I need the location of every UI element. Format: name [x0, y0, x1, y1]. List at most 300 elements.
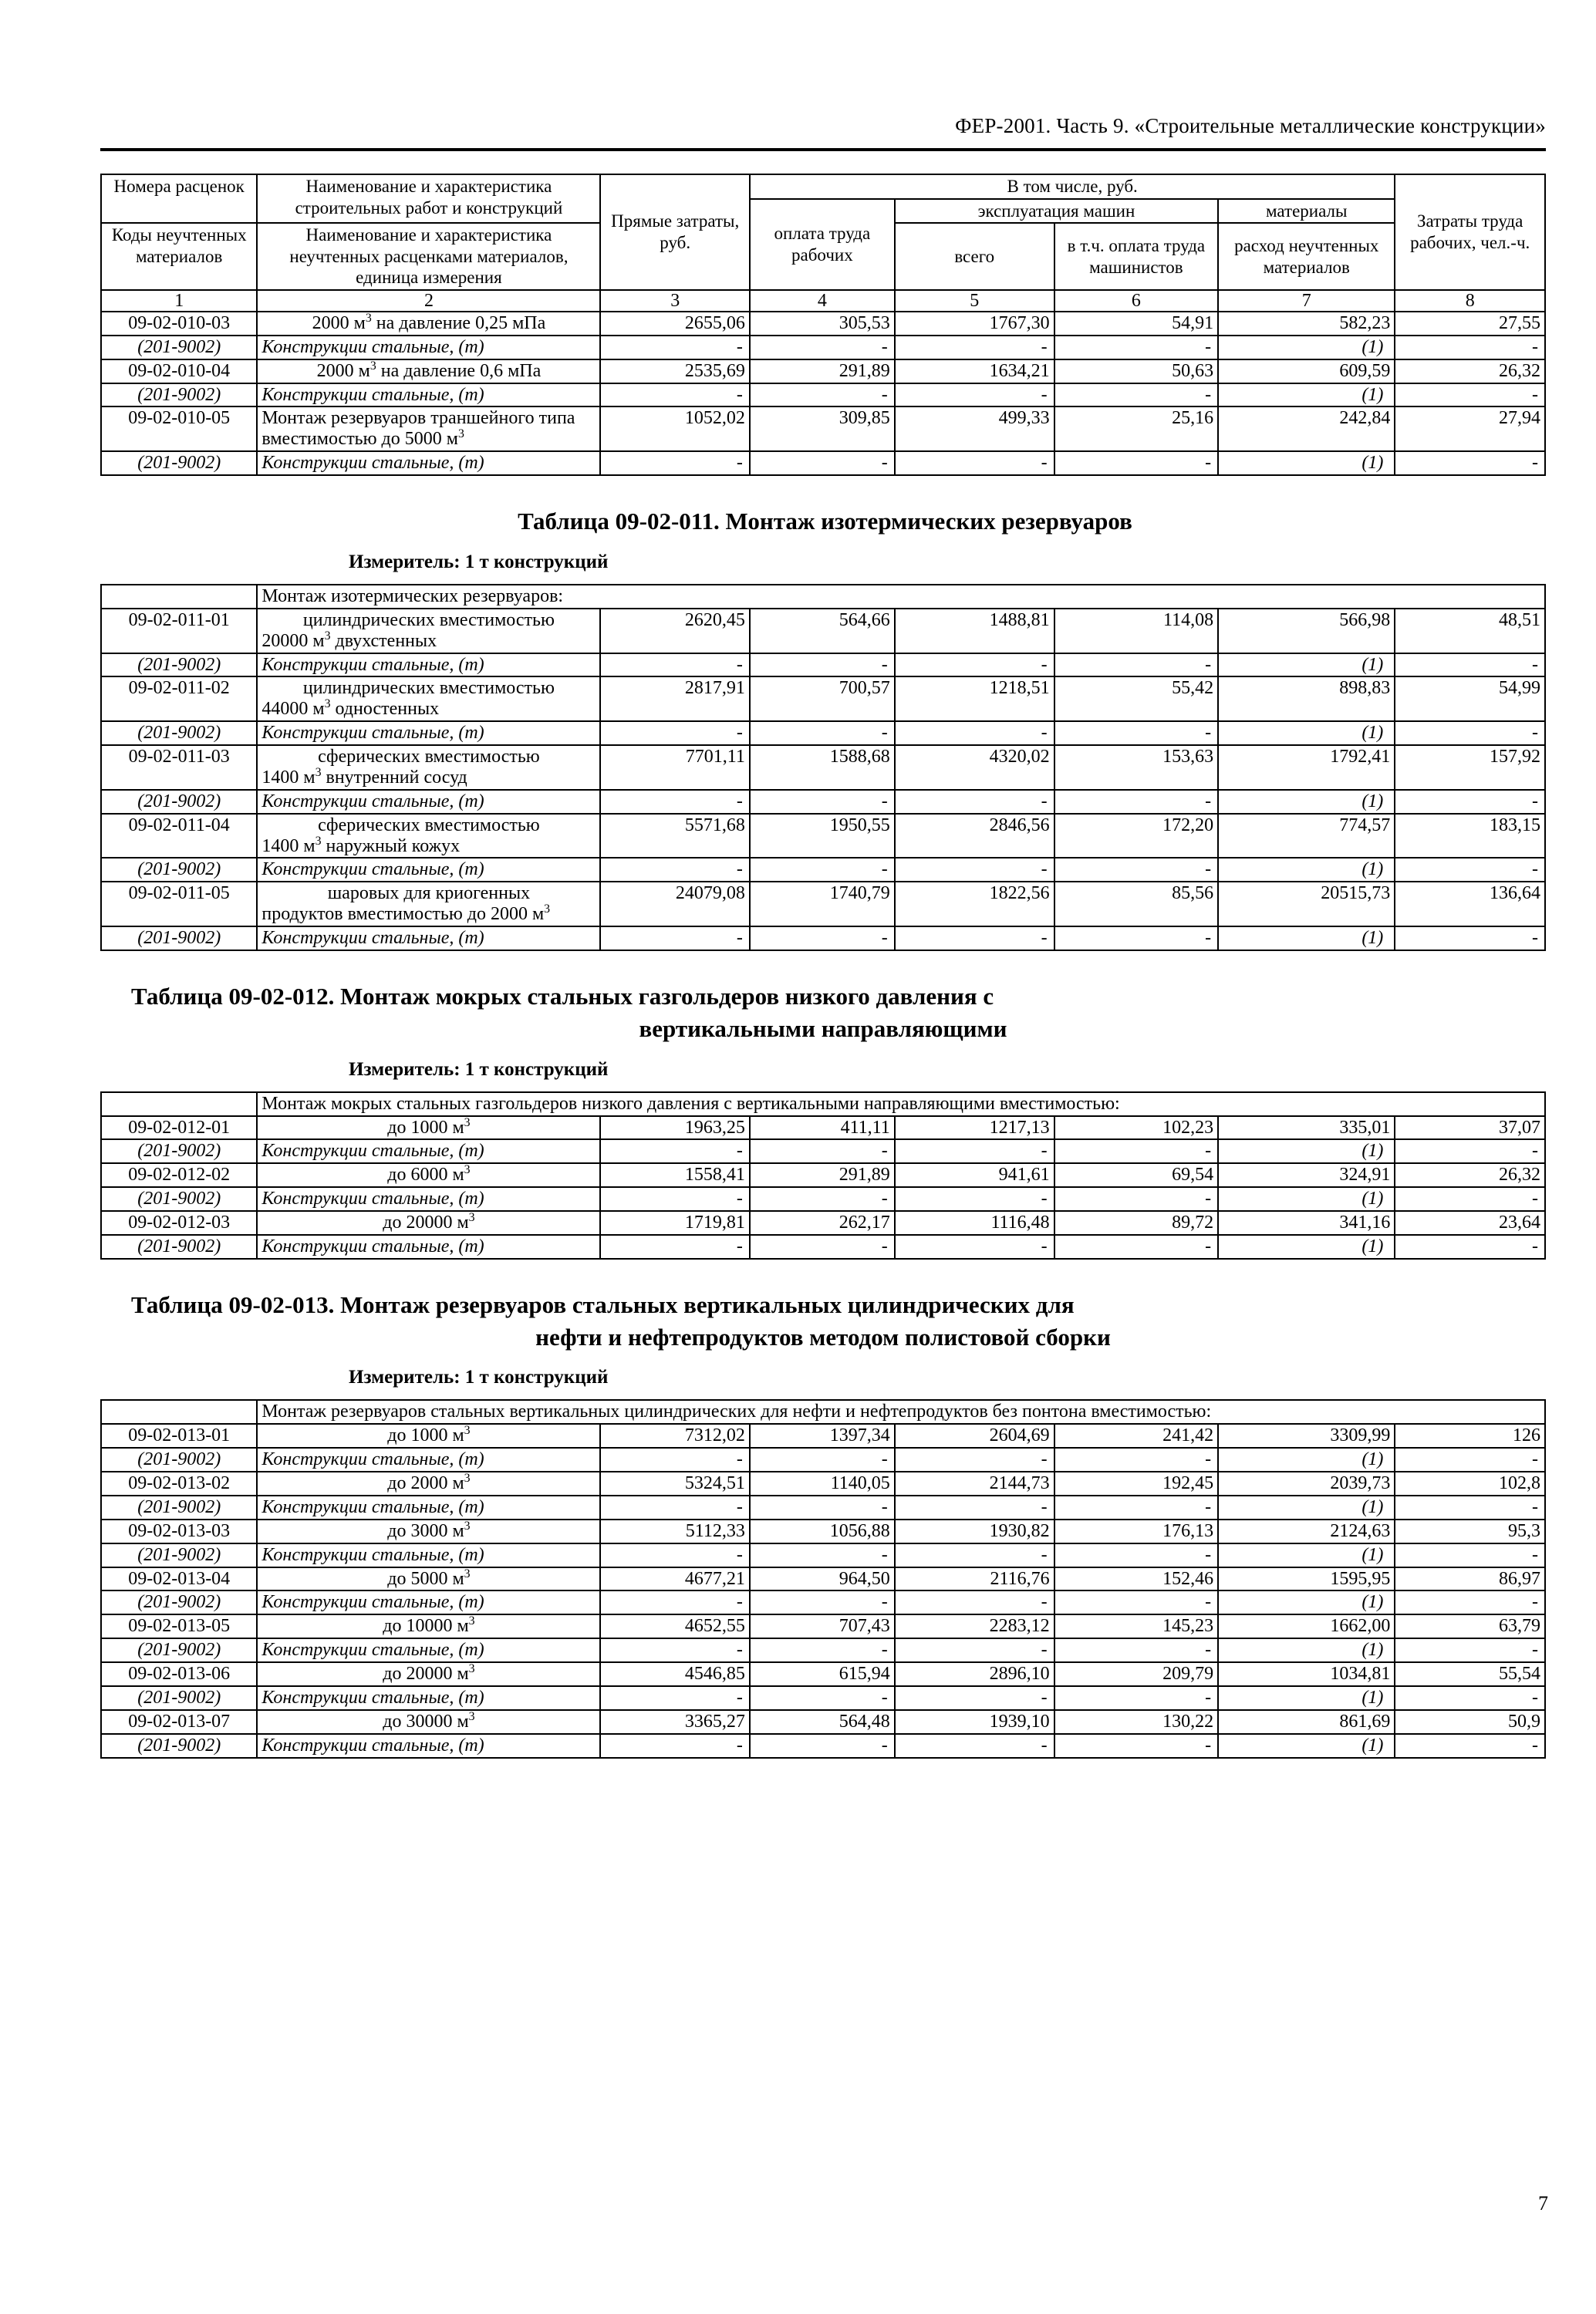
- table-012-title-line2: вертикальными направляющими: [639, 1014, 1007, 1042]
- cell-value: -: [1395, 1543, 1545, 1567]
- cell-value: -: [1054, 1448, 1218, 1472]
- material-name: Конструкции стальные, (т): [257, 1590, 600, 1614]
- cell-value: 262,17: [750, 1211, 895, 1235]
- work-description: до 1000 $м^3$: [257, 1424, 600, 1448]
- cell-value: -: [1054, 1139, 1218, 1163]
- cell-value: (1): [1218, 451, 1395, 475]
- rate-code: 09-02-011-03: [101, 745, 257, 790]
- cell-value: 1767,30: [895, 312, 1054, 336]
- rate-code: 09-02-013-05: [101, 1614, 257, 1638]
- cell-value: (1): [1218, 1590, 1395, 1614]
- cell-value: 102,23: [1054, 1116, 1218, 1140]
- cell-value: 241,42: [1054, 1424, 1218, 1448]
- cell-value: 2116,76: [895, 1567, 1054, 1591]
- cell-value: 3309,99: [1218, 1424, 1395, 1448]
- cell-value: 2144,73: [895, 1472, 1054, 1496]
- material-name: Конструкции стальные, (т): [257, 1139, 600, 1163]
- material-name: Конструкции стальные, (т): [257, 1448, 600, 1472]
- cell-value: 1397,34: [750, 1424, 895, 1448]
- cell-value: -: [600, 1235, 749, 1259]
- cell-value: 2535,69: [600, 359, 749, 383]
- table-013-izmeritel: Измеритель: 1 т конструкций: [349, 1367, 609, 1388]
- cell-value: 126: [1395, 1424, 1545, 1448]
- work-description: до 20000 $м^3$: [257, 1662, 600, 1686]
- cell-value: 1740,79: [750, 882, 895, 926]
- cell-value: (1): [1218, 1448, 1395, 1472]
- work-description: до 30000 $м^3$: [257, 1710, 600, 1734]
- cell-value: 564,66: [750, 609, 895, 653]
- cell-value: -: [750, 1139, 895, 1163]
- table-row: [101, 814, 1545, 858]
- cell-value: -: [895, 1686, 1054, 1710]
- cell-value: 176,13: [1054, 1520, 1218, 1543]
- rate-code: 09-02-012-02: [101, 1163, 257, 1187]
- cell-value: -: [1054, 1590, 1218, 1614]
- rate-code: 09-02-013-04: [101, 1567, 257, 1591]
- header-col1-top: Номера расценок: [101, 174, 257, 223]
- table-row: [101, 1614, 1545, 1638]
- cell-value: 37,07: [1395, 1116, 1545, 1140]
- work-description: сферических вместимостью 1400 $м^3$ внутренний сосуд: [257, 745, 600, 790]
- header-number-row: [101, 290, 1545, 312]
- cell-value: 335,01: [1218, 1116, 1395, 1140]
- material-row: [101, 1734, 1545, 1758]
- cell-value: -: [895, 653, 1054, 677]
- cell-value: 54,91: [1054, 312, 1218, 336]
- cell-value: (1): [1218, 383, 1395, 407]
- rate-code: 09-02-011-05: [101, 882, 257, 926]
- cell-value: 341,16: [1218, 1211, 1395, 1235]
- cell-value: -: [1395, 653, 1545, 677]
- header-row-1: [101, 174, 1545, 199]
- cell-value: -: [600, 653, 749, 677]
- cell-value: 582,23: [1218, 312, 1395, 336]
- colnum-6: 6: [1054, 290, 1218, 312]
- cell-value: 48,51: [1395, 609, 1545, 653]
- table-013-title-line2: нефти и нефтепродуктов методом полистовой сборки: [535, 1323, 1111, 1351]
- cell-value: -: [895, 1543, 1054, 1567]
- rate-code: 09-02-013-01: [101, 1424, 257, 1448]
- table-012-izmeritel: Измеритель: 1 т конструкций: [349, 1058, 609, 1080]
- cell-value: 1719,81: [600, 1211, 749, 1235]
- material-code: (201-9002): [101, 336, 257, 359]
- table-012-title-line1: Таблица 09-02-012. Монтаж мокрых стальных газгольдеров низкого давления с: [131, 982, 994, 1010]
- material-code: (201-9002): [101, 1543, 257, 1567]
- cell-value: -: [1395, 1235, 1545, 1259]
- page-content: [100, 174, 1546, 1759]
- section-caption-row: [101, 585, 1545, 609]
- material-name: Конструкции стальные, (т): [257, 926, 600, 950]
- cell-value: 4546,85: [600, 1662, 749, 1686]
- cell-value: 5324,51: [600, 1472, 749, 1496]
- cell-value: 564,48: [750, 1710, 895, 1734]
- cell-value: -: [895, 1235, 1054, 1259]
- cell-value: -: [750, 1187, 895, 1211]
- cell-value: -: [1395, 721, 1545, 745]
- work-description: до 5000 $м^3$: [257, 1567, 600, 1591]
- cell-value: -: [600, 926, 749, 950]
- cell-value: -: [750, 1590, 895, 1614]
- material-name: Конструкции стальные, (т): [257, 653, 600, 677]
- cell-value: 1217,13: [895, 1116, 1054, 1140]
- cell-value: 2283,12: [895, 1614, 1054, 1638]
- cell-value: -: [750, 336, 895, 359]
- cell-value: -: [750, 721, 895, 745]
- cell-value: -: [1054, 1543, 1218, 1567]
- material-row: [101, 790, 1545, 814]
- cell-value: -: [600, 1734, 749, 1758]
- cell-value: 7312,02: [600, 1424, 749, 1448]
- rate-code: 09-02-013-06: [101, 1662, 257, 1686]
- cell-value: 4320,02: [895, 745, 1054, 790]
- material-name: Конструкции стальные, (т): [257, 336, 600, 359]
- section-caption-row: [101, 1092, 1545, 1116]
- cell-value: 26,32: [1395, 1163, 1545, 1187]
- work-description: Монтаж резервуаров траншейного типа вместимостью до 5000 $м^3$: [257, 406, 600, 451]
- table-011-izmeritel: Измеритель: 1 т конструкций: [349, 551, 609, 572]
- table-012: [100, 1091, 1546, 1260]
- colnum-7: 7: [1218, 290, 1395, 312]
- cell-value: -: [1395, 1686, 1545, 1710]
- cell-value: 55,42: [1054, 676, 1218, 721]
- work-description: до 6000 $м^3$: [257, 1163, 600, 1187]
- material-code: (201-9002): [101, 1686, 257, 1710]
- cell-value: -: [1054, 858, 1218, 882]
- colnum-4: 4: [750, 290, 895, 312]
- cell-value: 130,22: [1054, 1710, 1218, 1734]
- cell-value: 2604,69: [895, 1424, 1054, 1448]
- cell-value: 26,32: [1395, 359, 1545, 383]
- header-col2-top: Наименование и характеристика строительных работ и конструкций: [257, 174, 600, 223]
- cell-value: 2817,91: [600, 676, 749, 721]
- caption-text: Монтаж изотермических резервуаров:: [257, 585, 1545, 609]
- cell-value: -: [600, 1187, 749, 1211]
- cell-value: -: [750, 451, 895, 475]
- cell-value: 1140,05: [750, 1472, 895, 1496]
- header-group-included: В том числе, руб.: [750, 174, 1395, 199]
- cell-value: -: [895, 926, 1054, 950]
- cell-value: 85,56: [1054, 882, 1218, 926]
- colnum-8: 8: [1395, 290, 1545, 312]
- cell-value: 4677,21: [600, 1567, 749, 1591]
- material-row: [101, 1235, 1545, 1259]
- cell-value: -: [750, 790, 895, 814]
- cell-value: 499,33: [895, 406, 1054, 451]
- cell-value: 7701,11: [600, 745, 749, 790]
- header-col6: в т.ч. оплата труда машинистов: [1054, 223, 1218, 290]
- header-group-machines: эксплуатация машин: [895, 199, 1218, 224]
- table-row: [101, 406, 1545, 451]
- cell-value: -: [750, 1734, 895, 1758]
- cell-value: 2039,73: [1218, 1472, 1395, 1496]
- material-code: (201-9002): [101, 1235, 257, 1259]
- work-description: 2000 $м^3$ на давление 0,6 мПа: [257, 359, 600, 383]
- cell-value: -: [1054, 1235, 1218, 1259]
- header-group-materials: материалы: [1218, 199, 1395, 224]
- work-description: 2000 $м^3$ на давление 0,25 мПа: [257, 312, 600, 336]
- cell-value: -: [1054, 721, 1218, 745]
- cell-value: 89,72: [1054, 1211, 1218, 1235]
- cell-value: -: [1054, 790, 1218, 814]
- material-code: (201-9002): [101, 1638, 257, 1662]
- rate-code: 09-02-012-03: [101, 1211, 257, 1235]
- table-row: [101, 359, 1545, 383]
- table-010-continued: [100, 174, 1546, 476]
- material-row: [101, 721, 1545, 745]
- cell-value: -: [750, 383, 895, 407]
- cell-value: 309,85: [750, 406, 895, 451]
- material-row: [101, 1448, 1545, 1472]
- cell-value: -: [1395, 336, 1545, 359]
- material-code: (201-9002): [101, 790, 257, 814]
- caption-text: Монтаж мокрых стальных газгольдеров низкого давления с вертикальными направляющими вместимостью:: [257, 1092, 1545, 1116]
- cell-value: -: [750, 1496, 895, 1520]
- material-row: [101, 1638, 1545, 1662]
- cell-value: -: [750, 653, 895, 677]
- table-row: [101, 676, 1545, 721]
- cell-value: -: [1395, 1187, 1545, 1211]
- cell-value: 2655,06: [600, 312, 749, 336]
- cell-value: 192,45: [1054, 1472, 1218, 1496]
- cell-value: 1218,51: [895, 676, 1054, 721]
- rate-code: 09-02-011-04: [101, 814, 257, 858]
- cell-value: 305,53: [750, 312, 895, 336]
- material-code: (201-9002): [101, 1139, 257, 1163]
- cell-value: 700,57: [750, 676, 895, 721]
- table-row: [101, 609, 1545, 653]
- cell-value: 1939,10: [895, 1710, 1054, 1734]
- table-row: [101, 1472, 1545, 1496]
- cell-value: -: [1054, 1187, 1218, 1211]
- cell-value: 3365,27: [600, 1710, 749, 1734]
- material-code: (201-9002): [101, 858, 257, 882]
- cell-value: -: [600, 790, 749, 814]
- caption-spacer: [101, 1092, 257, 1116]
- rate-code: 09-02-011-02: [101, 676, 257, 721]
- material-code: (201-9002): [101, 653, 257, 677]
- cell-value: -: [1395, 926, 1545, 950]
- cell-value: -: [1395, 1590, 1545, 1614]
- caption-text: Монтаж резервуаров стальных вертикальных цилиндрических для нефти и нефтепродуктов без понтона вместимостью:: [257, 1400, 1545, 1424]
- rate-code: 09-02-010-03: [101, 312, 257, 336]
- work-description: цилиндрических вместимостью 20000 $м^3$ двухстенных: [257, 609, 600, 653]
- cell-value: -: [1395, 451, 1545, 475]
- material-code: (201-9002): [101, 451, 257, 475]
- rate-code: 09-02-010-05: [101, 406, 257, 451]
- material-row: [101, 653, 1545, 677]
- cell-value: -: [1054, 1686, 1218, 1710]
- table-row: [101, 1662, 1545, 1686]
- cell-value: 20515,73: [1218, 882, 1395, 926]
- material-name: Конструкции стальные, (т): [257, 1638, 600, 1662]
- cell-value: 25,16: [1054, 406, 1218, 451]
- table-011-title: Таблица 09-02-011. Монтаж изотермических резервуаров: [518, 508, 1132, 535]
- cell-value: -: [1395, 790, 1545, 814]
- material-row: [101, 1543, 1545, 1567]
- material-row: [101, 336, 1545, 359]
- table-010-rows: [101, 312, 1545, 475]
- cell-value: 157,92: [1395, 745, 1545, 790]
- cell-value: 114,08: [1054, 609, 1218, 653]
- cell-value: 69,54: [1054, 1163, 1218, 1187]
- material-name: Конструкции стальные, (т): [257, 383, 600, 407]
- cell-value: -: [895, 451, 1054, 475]
- cell-value: -: [895, 1496, 1054, 1520]
- cell-value: 1792,41: [1218, 745, 1395, 790]
- material-name: Конструкции стальные, (т): [257, 790, 600, 814]
- table-row: [101, 312, 1545, 336]
- cell-value: -: [600, 1448, 749, 1472]
- cell-value: 774,57: [1218, 814, 1395, 858]
- material-code: (201-9002): [101, 1187, 257, 1211]
- cell-value: 23,64: [1395, 1211, 1545, 1235]
- caption-spacer: [101, 585, 257, 609]
- material-name: Конструкции стальные, (т): [257, 451, 600, 475]
- table-row: [101, 1424, 1545, 1448]
- cell-value: 1588,68: [750, 745, 895, 790]
- table-row: [101, 1567, 1545, 1591]
- cell-value: -: [895, 1734, 1054, 1758]
- colnum-3: 3: [600, 290, 749, 312]
- cell-value: (1): [1218, 1638, 1395, 1662]
- work-description: до 1000 $м^3$: [257, 1116, 600, 1140]
- material-row: [101, 383, 1545, 407]
- cell-value: -: [750, 1543, 895, 1567]
- cell-value: 615,94: [750, 1662, 895, 1686]
- material-code: (201-9002): [101, 721, 257, 745]
- cell-value: 242,84: [1218, 406, 1395, 451]
- cell-value: 5112,33: [600, 1520, 749, 1543]
- work-description: до 20000 $м^3$: [257, 1211, 600, 1235]
- rate-code: 09-02-010-04: [101, 359, 257, 383]
- cell-value: 86,97: [1395, 1567, 1545, 1591]
- running-head: ФЕР-2001. Часть 9. «Строительные металлические конструкции»: [955, 114, 1546, 137]
- cell-value: -: [895, 1638, 1054, 1662]
- cell-value: 1034,81: [1218, 1662, 1395, 1686]
- cell-value: 1634,21: [895, 359, 1054, 383]
- cell-value: (1): [1218, 336, 1395, 359]
- cell-value: -: [750, 926, 895, 950]
- table-row: [101, 1710, 1545, 1734]
- material-row: [101, 1686, 1545, 1710]
- material-row: [101, 451, 1545, 475]
- material-row: [101, 1139, 1545, 1163]
- table-row: [101, 1520, 1545, 1543]
- table-011-title-block: [100, 505, 1546, 538]
- material-name: Конструкции стальные, (т): [257, 858, 600, 882]
- cell-value: 152,46: [1054, 1567, 1218, 1591]
- cell-value: -: [600, 336, 749, 359]
- material-code: (201-9002): [101, 1496, 257, 1520]
- cell-value: 27,94: [1395, 406, 1545, 451]
- cell-value: -: [1395, 1139, 1545, 1163]
- cell-value: 566,98: [1218, 609, 1395, 653]
- material-name: Конструкции стальные, (т): [257, 1187, 600, 1211]
- table-013: [100, 1399, 1546, 1758]
- table-row: [101, 1163, 1545, 1187]
- cell-value: 861,69: [1218, 1710, 1395, 1734]
- cell-value: 609,59: [1218, 359, 1395, 383]
- header-col2-bottom: Наименование и характеристика неучтенных расценками материалов, единица измерения: [257, 223, 600, 290]
- cell-value: -: [895, 1139, 1054, 1163]
- cell-value: (1): [1218, 790, 1395, 814]
- cell-value: -: [1054, 383, 1218, 407]
- cell-value: 1558,41: [600, 1163, 749, 1187]
- cell-value: (1): [1218, 1686, 1395, 1710]
- cell-value: 136,64: [1395, 882, 1545, 926]
- cell-value: 2124,63: [1218, 1520, 1395, 1543]
- cell-value: -: [600, 1139, 749, 1163]
- material-name: Конструкции стальные, (т): [257, 1686, 600, 1710]
- cell-value: -: [750, 1448, 895, 1472]
- material-name: Конструкции стальные, (т): [257, 1235, 600, 1259]
- cell-value: (1): [1218, 858, 1395, 882]
- cell-value: -: [1054, 653, 1218, 677]
- rate-code: 09-02-013-07: [101, 1710, 257, 1734]
- material-name: Конструкции стальные, (т): [257, 1496, 600, 1520]
- work-description: шаровых для криогенных продуктов вместимостью до 2000 $м^3$: [257, 882, 600, 926]
- cell-value: 4652,55: [600, 1614, 749, 1638]
- cell-value: -: [895, 383, 1054, 407]
- cell-value: 27,55: [1395, 312, 1545, 336]
- cell-value: (1): [1218, 1543, 1395, 1567]
- material-row: [101, 1187, 1545, 1211]
- cell-value: -: [1054, 451, 1218, 475]
- work-description: до 10000 $м^3$: [257, 1614, 600, 1638]
- cell-value: 5571,68: [600, 814, 749, 858]
- material-code: (201-9002): [101, 1734, 257, 1758]
- cell-value: 1930,82: [895, 1520, 1054, 1543]
- table-row: [101, 745, 1545, 790]
- material-row: [101, 926, 1545, 950]
- table-row: [101, 882, 1545, 926]
- cell-value: -: [1395, 1734, 1545, 1758]
- cell-value: 1056,88: [750, 1520, 895, 1543]
- colnum-5: 5: [895, 290, 1054, 312]
- cell-value: 102,8: [1395, 1472, 1545, 1496]
- material-row: [101, 858, 1545, 882]
- cell-value: -: [600, 1543, 749, 1567]
- caption-spacer: [101, 1400, 257, 1424]
- cell-value: -: [895, 1590, 1054, 1614]
- cell-value: -: [895, 336, 1054, 359]
- cell-value: -: [1054, 1496, 1218, 1520]
- cell-value: -: [895, 1448, 1054, 1472]
- rate-code: 09-02-011-01: [101, 609, 257, 653]
- cell-value: 2846,56: [895, 814, 1054, 858]
- material-code: (201-9002): [101, 1448, 257, 1472]
- cell-value: -: [600, 1590, 749, 1614]
- material-name: Конструкции стальные, (т): [257, 721, 600, 745]
- cell-value: -: [600, 451, 749, 475]
- cell-value: (1): [1218, 1139, 1395, 1163]
- cell-value: (1): [1218, 1187, 1395, 1211]
- header-col3: Прямые затраты, руб.: [600, 174, 749, 290]
- cell-value: 95,3: [1395, 1520, 1545, 1543]
- cell-value: -: [895, 790, 1054, 814]
- header-col8: Затраты труда рабочих, чел.-ч.: [1395, 174, 1545, 290]
- cell-value: 145,23: [1054, 1614, 1218, 1638]
- cell-value: 1662,00: [1218, 1614, 1395, 1638]
- work-description: цилиндрических вместимостью 44000 $м^3$ одностенных: [257, 676, 600, 721]
- page-number: 7: [1538, 2192, 1548, 2214]
- cell-value: 63,79: [1395, 1614, 1545, 1638]
- cell-value: 153,63: [1054, 745, 1218, 790]
- header-col1-bottom: Коды неучтенных материалов: [101, 223, 257, 290]
- material-row: [101, 1496, 1545, 1520]
- table-011: [100, 584, 1546, 951]
- cell-value: 324,91: [1218, 1163, 1395, 1187]
